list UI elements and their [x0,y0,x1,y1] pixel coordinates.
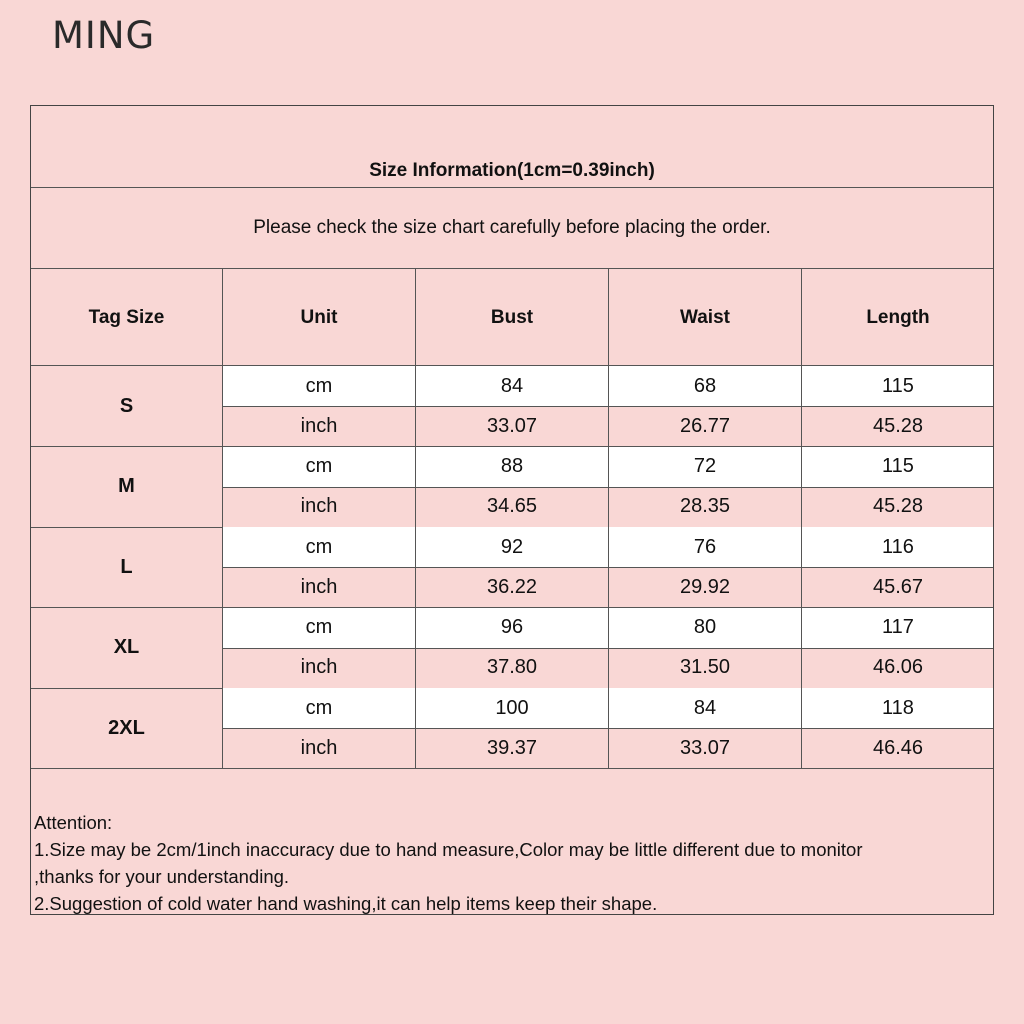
bust-cell: 37.80 [486,656,538,679]
bust-cell: 88 [500,455,524,478]
attention-line-1: 1.Size may be 2cm/1inch inaccuracy due to hand measure,Color may be little different due to monitor [34,839,863,860]
length-cell: 118 [882,696,914,719]
waist-cell: 76 [693,535,717,558]
attention-line-3: 2.Suggestion of cold water hand washing,it can help items keep their shape. [34,893,658,914]
length-cell: 45.28 [872,414,924,437]
bust-cell: 100 [495,696,529,719]
waist-cell: 29.92 [679,575,731,598]
length-cell: 117 [882,616,914,639]
unit-cell: cm [305,374,333,397]
header-length: Length [866,306,930,328]
length-cell: 116 [882,535,914,558]
unit-cell: cm [305,616,333,639]
bust-cell: 39.37 [486,736,538,759]
attention-heading: Attention: [34,812,113,833]
header-waist: Waist [680,306,730,328]
unit-cell: cm [305,535,333,558]
waist-cell: 33.07 [679,736,731,759]
unit-cell: inch [300,575,338,598]
notice-text: Please check the size chart carefully before placing the order. [253,217,771,238]
waist-cell: 26.77 [679,414,731,437]
unit-cell: inch [300,414,338,437]
unit-cell: cm [305,455,333,478]
unit-cell: inch [300,736,338,759]
size-chart-title [31,106,993,188]
bust-cell: 84 [500,374,524,397]
bust-cell: 36.22 [486,575,538,598]
title-text: Size Information(1cm=0.39inch) [369,160,655,181]
bust-cell: 96 [500,616,524,639]
waist-cell: 28.35 [679,495,731,518]
length-cell: 46.46 [872,736,924,759]
size-chart [30,105,994,915]
tag-size-cell: L [120,555,133,578]
unit-cell: inch [300,656,338,679]
waist-cell: 31.50 [679,656,731,679]
tag-size-cell: XL [113,636,140,659]
tag-size-cell: S [119,394,134,417]
bust-cell: 34.65 [486,495,538,518]
bust-cell: 33.07 [486,414,538,437]
header-bust: Bust [490,306,534,328]
header-unit: Unit [300,306,338,328]
header-tag-size: Tag Size [88,306,165,328]
brand-logo: MING [52,14,156,57]
waist-cell: 84 [693,696,717,719]
attention-line-2: ,thanks for your understanding. [34,866,290,887]
length-cell: 45.67 [872,575,924,598]
tag-size-cell: M [118,475,135,498]
waist-cell: 80 [693,616,717,639]
length-cell: 45.28 [872,495,924,518]
length-cell: 115 [882,455,914,478]
size-chart-notice [31,188,993,268]
unit-cell: cm [305,696,333,719]
attention-notes [34,809,987,917]
length-cell: 115 [882,374,914,397]
tag-size-cell: 2XL [108,716,145,739]
unit-cell: inch [300,495,338,518]
bust-cell: 92 [500,535,524,558]
length-cell: 46.06 [872,656,924,679]
waist-cell: 72 [693,455,717,478]
waist-cell: 68 [693,374,717,397]
